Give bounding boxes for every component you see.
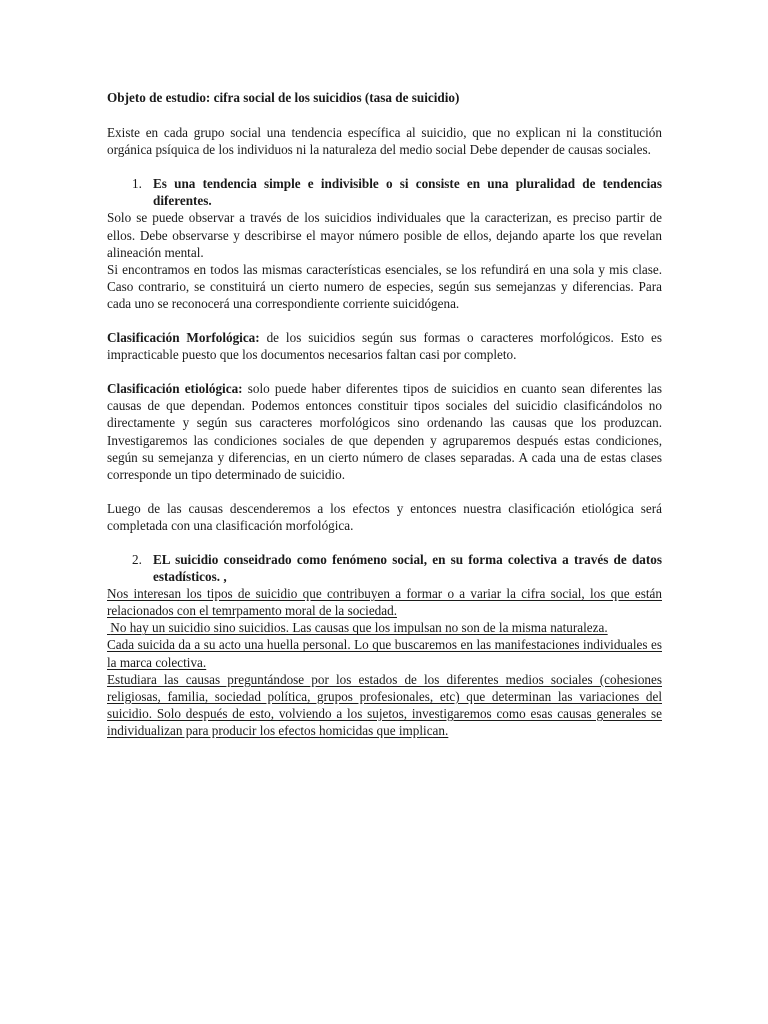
underlined-paragraph-1: Nos interesan los tipos de suicidio que contribuyen a formar o a variar la cifra social, los que están relacionados con el temrpamento moral de la sociedad. bbox=[107, 586, 662, 619]
document-title: Objeto de estudio: cifra social de los suicidios (tasa de suicidio) bbox=[107, 90, 460, 105]
list-number-2: 2. bbox=[132, 551, 142, 567]
list-number-1: 1. bbox=[132, 176, 142, 192]
underlined-paragraph-4: Estudiara las causas preguntándose por los estados de los diferentes medios sociales (cohesiones religiosas, familia, sociedad política, grupos profesionales, etc) que determinan las variaciones del suicidio. Solo después de esto, volviendo a los sujetos, investigaremos como esas causas generales se individualizan para producir los efectos homicidas que implican. bbox=[107, 671, 662, 738]
morphological-label: Clasificación Morfológica: bbox=[107, 330, 260, 346]
luego-paragraph: Luego de las causas descenderemos a los efectos y entonces nuestra clasificación etiológica será completada con una clasificación morfológica. bbox=[107, 500, 662, 533]
underlined-paragraph-2: No hay un suicidio sino suicidios. Las causas que los impulsan no son de la misma naturaleza. bbox=[107, 620, 608, 636]
document-body bbox=[107, 89, 662, 739]
list-item-2 bbox=[107, 551, 662, 585]
list-heading-1: Es una tendencia simple e indivisible o si consiste en una pluralidad de tendencias diferentes. bbox=[153, 176, 662, 209]
etiological-text: solo puede haber diferentes tipos de suicidios en cuanto sean diferentes las causas de que dependan. Podemos entonces constituir tipos sociales del suicidio clasificándolos no directamente y según sus caracteres morfológicos sino ordenando las causas que los produzcan. Investigaremos las condiciones sociales de que dependen y agruparemos después estas condiciones, según su semejanza y diferencias, en un cierto número de clases separadas. A cada una de estas clases corresponde un tipo determinado de suicidio. bbox=[107, 381, 662, 482]
etiological-paragraph bbox=[107, 380, 662, 483]
morphological-text: de los suicidios según sus formas o caracteres morfológicos. Esto es impracticable puesto que los documentos necesarios faltan casi por completo. bbox=[107, 330, 662, 363]
etiological-label: Clasificación etiológica: bbox=[107, 381, 243, 397]
list-heading-2: EL suicidio conseidrado como fenómeno social, en su forma colectiva a través de datos estadísticos. , bbox=[153, 551, 662, 585]
item1-paragraph-1: Solo se puede observar a través de los suicidios individuales que la caracterizan, es preciso partir de ellos. Debe observarse y describirse el mayor número posible de ellos, dejando aparte los que revelan alineación mental. bbox=[107, 210, 662, 260]
item1-paragraph-2: Si encontramos en todos las mismas características esenciales, se los refundirá en una sola y mis clase. Caso contrario, se constituirá un cierto numero de especies, según sus semejanzas y diferencias. Para cada uno se reconocerá una correspondiente corriente suicidógena. bbox=[107, 261, 662, 311]
underlined-paragraph-3: Cada suicida da a su acto una huella personal. Lo que buscaremos en las manifestaciones individuales es la marca colectiva. bbox=[107, 637, 662, 670]
list-item-1 bbox=[107, 175, 662, 209]
intro-paragraph: Existe en cada grupo social una tendencia específica al suicidio, que no explican ni la constitución orgánica psíquica de los individuos ni la naturaleza del medio social Debe depender de causas sociales. bbox=[107, 125, 662, 158]
morphological-paragraph bbox=[107, 329, 662, 363]
